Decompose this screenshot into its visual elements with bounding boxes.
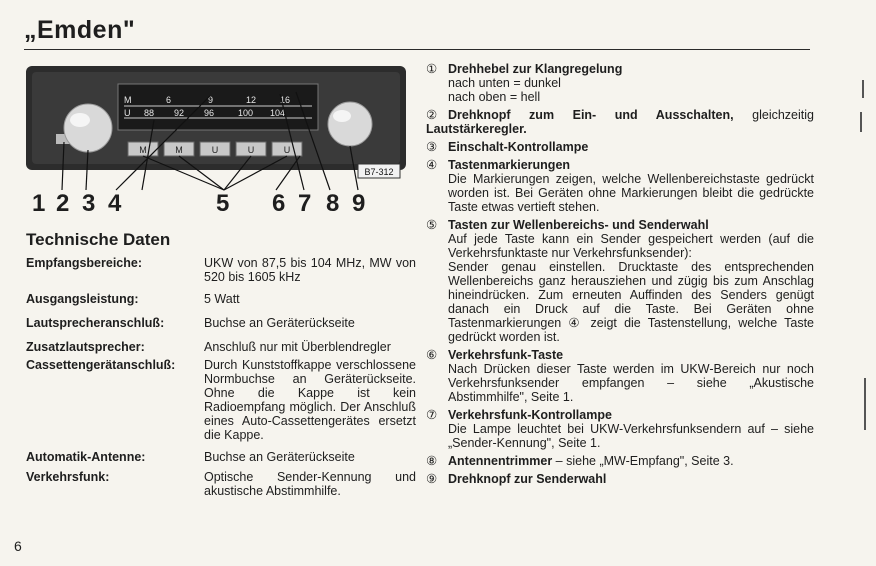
margin-mark	[862, 80, 864, 98]
legend-number: ①	[426, 62, 438, 76]
legend-number: ②	[426, 108, 438, 122]
spec-label: Cassettengerätanschluß:	[26, 358, 176, 372]
legend-list	[426, 62, 814, 490]
dial-label-m: M	[124, 95, 132, 105]
legend-item-6	[426, 348, 814, 404]
dial-label-9: 9	[208, 95, 214, 105]
callout-7: 7	[298, 190, 312, 217]
dial-label-88: 88	[144, 108, 155, 118]
spec-value: Buchse an Geräterückseite	[204, 316, 355, 330]
spec-value: Buchse an Geräterückseite	[204, 450, 355, 464]
callout-6: 6	[272, 190, 286, 217]
tuning-knob	[328, 102, 372, 146]
legend-desc: Die Lampe leuchtet bei UKW-Verkehrsfunksendern auf – siehe „Sender-Kennung", Seite 1.	[448, 422, 814, 450]
spec-value: 5 Watt	[204, 292, 240, 306]
dial-label-92: 92	[174, 108, 185, 118]
legend-item-2	[426, 108, 814, 136]
legend-heading-connector: – siehe „MW-Empfang", Seite 3.	[552, 454, 734, 468]
legend-desc: Sender genau einstellen. Drucktaste des entsprechenden Wellenbereichs ganz herausziehen und zügig bis zum Anschlag hineindrücken. Zum erneuten Auffinden des Senders genügt danach ein Druck auf die Taste. Bei Geräten ohne Tastenmarkierungen ④ zeigt die Tastenstellung, welche Taste gedrückt worden ist.	[448, 260, 814, 344]
legend-number: ③	[426, 140, 438, 154]
tech-data-heading: Technische Daten	[26, 230, 171, 249]
dial-label-100: 100	[238, 108, 254, 118]
legend-heading: Verkehrsfunk-Kontrollampe	[448, 408, 612, 422]
legend-item-3	[426, 140, 814, 154]
legend-heading: Antennentrimmer	[448, 454, 553, 468]
spec-value: Optische Sender-Kennung und akustische Abstimmhilfe.	[204, 470, 416, 498]
page-number: 6	[14, 538, 22, 554]
legend-heading: Drehknopf zur Senderwahl	[448, 472, 607, 486]
legend-desc: nach oben = hell	[448, 90, 541, 104]
legend-desc: Auf jede Taste kann ein Sender gespeichert werden (auf die Verkehrsfunktaste nur Verkehrsfunksender):	[448, 232, 814, 260]
spec-label: Automatik-Antenne:	[26, 450, 146, 464]
legend-number: ⑦	[426, 408, 438, 422]
legend-item-5	[426, 218, 814, 344]
tuning-dial	[118, 84, 318, 130]
preset-label-5: U	[283, 145, 291, 155]
legend-desc: Nach Drücken dieser Taste werden im UKW-Bereich nur noch Verkehrsfunksender empfangen – siehe „Akustische Abstimmhilfe", Seite 1.	[448, 362, 814, 404]
spec-value: Anschluß nur mit Überblendregler	[204, 340, 391, 354]
spec-label: Zusatzlautsprecher:	[26, 340, 145, 354]
legend-heading: Tasten zur Wellenbereichs- und Senderwahl	[448, 218, 709, 232]
legend-number: ④	[426, 158, 438, 172]
margin-mark	[860, 112, 862, 132]
spec-label: Verkehrsfunk:	[26, 470, 110, 484]
legend-number: ⑥	[426, 348, 438, 362]
callout-3: 3	[82, 190, 96, 217]
callout-4: 4	[108, 190, 122, 217]
spec-value: UKW von 87,5 bis 104 MHz, MW von 520 bis 1605 kHz	[204, 256, 416, 284]
legend-desc: Die Markierungen zeigen, welche Wellenbereichstaste gedrückt worden ist. Bei Geräten ohne Markierungen bleibt die gedrückte Taste etwas vertieft stehen.	[448, 172, 814, 214]
spec-label: Lautsprecheranschluß:	[26, 316, 165, 330]
legend-heading: Drehhebel zur Klangregelung	[448, 62, 623, 76]
legend-heading-connector: gleichzeitig	[733, 108, 814, 122]
legend-heading-tail: Lautstärkeregler.	[426, 122, 527, 136]
legend-item-8	[426, 454, 814, 468]
spec-label: Empfangsbereiche:	[26, 256, 143, 270]
legend-heading: Tastenmarkierungen	[448, 158, 571, 172]
dial-label-12: 12	[246, 95, 257, 105]
legend-number: ⑨	[426, 472, 438, 486]
legend-heading: Drehknopf zum Ein- und Ausschalten,	[448, 108, 734, 122]
car-radio-figure	[24, 62, 410, 192]
legend-number: ⑧	[426, 454, 438, 468]
callout-number-row	[30, 190, 410, 220]
preset-label-4: U	[247, 145, 255, 155]
dial-label-16: 16	[280, 95, 291, 105]
page-title: „Emden"	[24, 16, 136, 44]
preset-label-2: M	[175, 145, 183, 155]
legend-desc: nach unten = dunkel	[448, 76, 561, 90]
callout-1: 1	[32, 190, 46, 217]
legend-item-9	[426, 472, 814, 486]
callout-2: 2	[56, 190, 70, 217]
preset-label-3: U	[211, 145, 219, 155]
callout-9: 9	[352, 190, 366, 217]
preset-label-1: M	[139, 145, 147, 155]
callout-8: 8	[326, 190, 340, 217]
dial-label-6: 6	[166, 95, 172, 105]
legend-heading: Einschalt-Kontrollampe	[448, 140, 589, 154]
legend-item-4	[426, 158, 814, 214]
margin-mark	[864, 378, 866, 430]
legend-number: ⑤	[426, 218, 438, 232]
preset-buttons	[128, 142, 302, 156]
dial-label-u: U	[124, 108, 131, 118]
title-divider	[24, 49, 810, 50]
dial-label-96: 96	[204, 108, 215, 118]
legend-item-7	[426, 408, 814, 450]
spec-label: Ausgangsleistung:	[26, 292, 139, 306]
model-label: B7-312	[364, 167, 394, 177]
legend-heading: Verkehrsfunk-Taste	[448, 348, 564, 362]
dial-label-104: 104	[270, 108, 286, 118]
callout-5: 5	[216, 190, 230, 217]
legend-item-1	[426, 62, 814, 104]
spec-value: Durch Kunststoffkappe verschlossene Normbuchse an Geräterückseite. Ohne die Kappe ist kein Radioempfang möglich. Der Anschluß eines Auto-Cassettengerätes ersetzt die Kappe.	[204, 358, 416, 442]
